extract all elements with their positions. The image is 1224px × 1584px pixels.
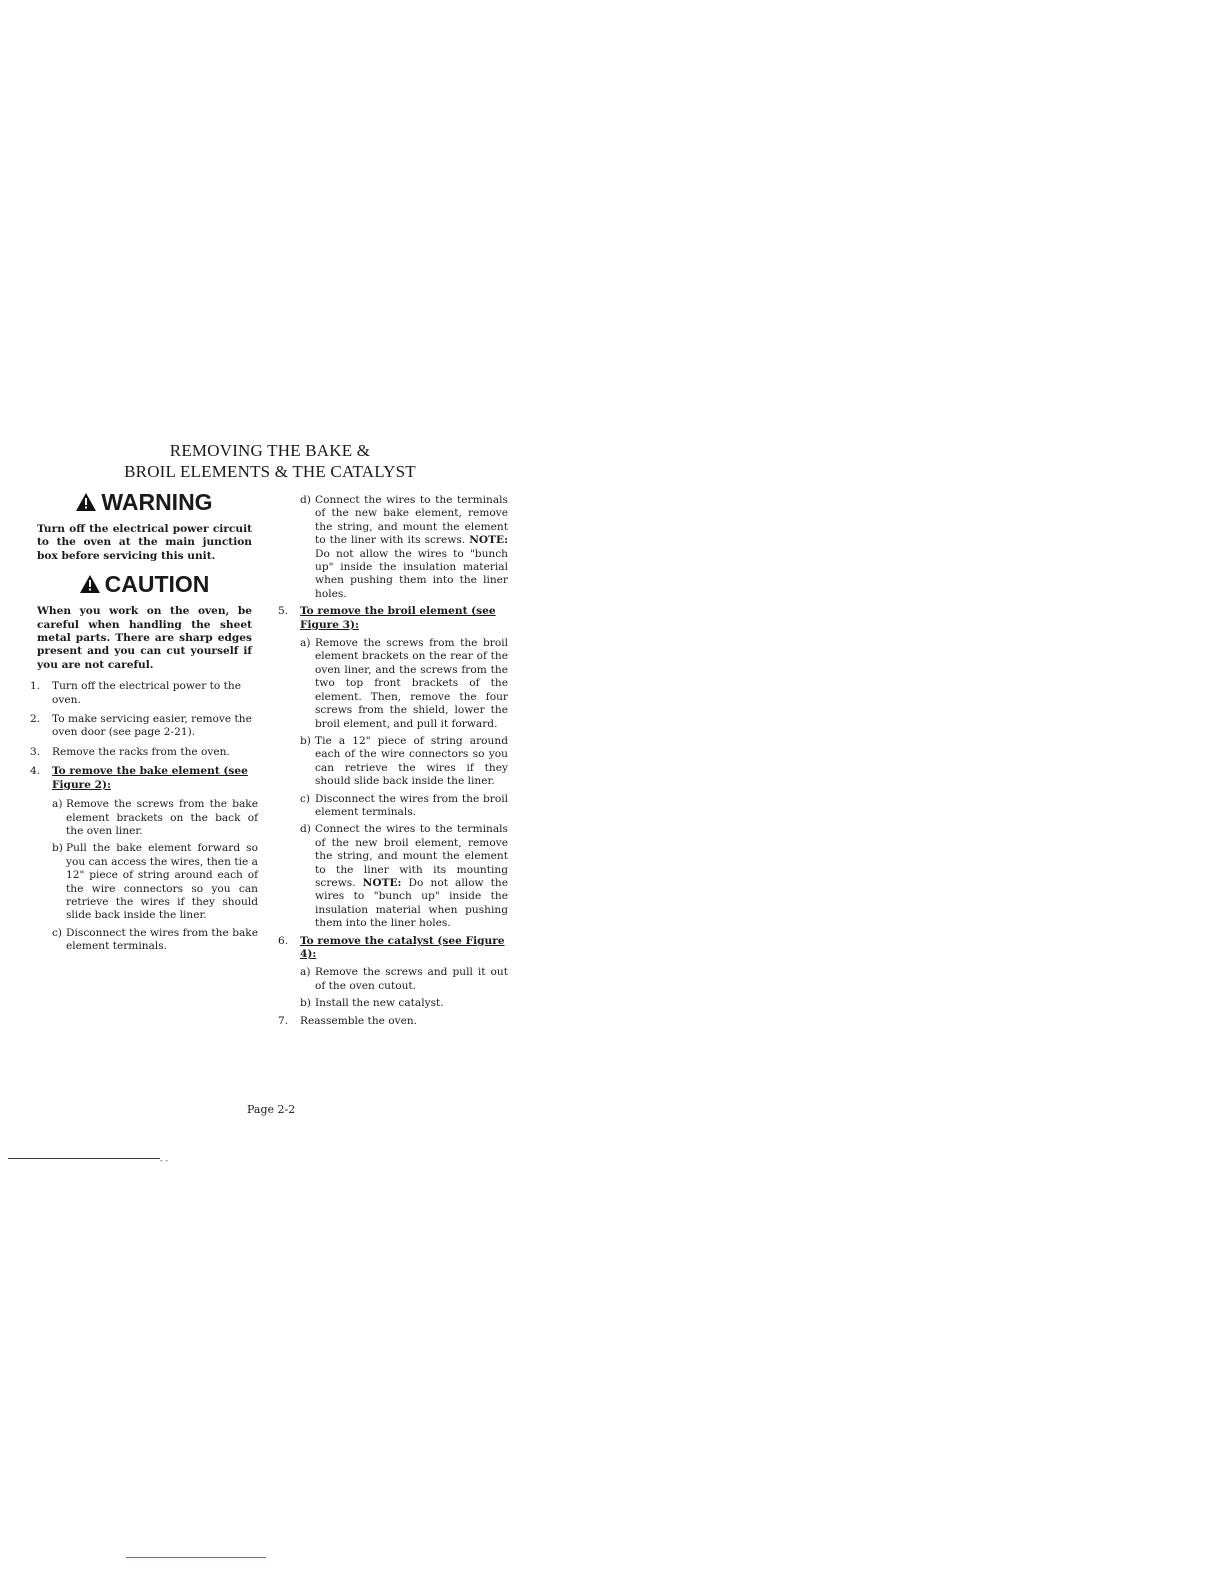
bottom-rule: [8, 1158, 160, 1159]
page-title: [100, 440, 440, 482]
warning-heading-text: WARNING: [101, 489, 213, 515]
substep-item: [30, 798, 258, 838]
substep-letter: b): [300, 734, 311, 747]
step-item: [278, 1015, 508, 1028]
note-label: NOTE:: [362, 876, 402, 889]
title-line-1: REMOVING THE BAKE &: [169, 441, 371, 460]
substep-letter: d): [300, 823, 311, 836]
right-column: [278, 494, 508, 1033]
step-item: [278, 935, 508, 962]
substep-text: Disconnect the wires from the broil element terminals.: [315, 792, 508, 818]
warning-triangle-icon: [75, 491, 97, 517]
substep-item: [278, 997, 508, 1010]
step-heading-bake: To remove the bake element (see Figure 2):: [52, 765, 248, 791]
substep-item: [278, 494, 508, 601]
substep-item: [30, 927, 258, 954]
step-heading-broil: To remove the broil element (see Figure 3):: [300, 605, 496, 631]
step-text: To make servicing easier, remove the oven door (see page 2-21).: [52, 713, 252, 739]
substep-text: Pull the bake element forward so you can access the wires, then tie a 12" piece of string around each of the wire connectors so you can retrieve the wires if they should slide back inside the liner.: [66, 842, 258, 922]
caution-heading: [30, 571, 258, 599]
substep-text: Remove the screws from the broil element brackets on the rear of the oven liner, and the screws from the two top front brackets of the element. Then, remove the four screws from the shield, lower the broil element, and pull it forward.: [315, 637, 508, 730]
substep-letter: c): [52, 926, 63, 939]
substep-letter: a): [300, 966, 311, 979]
substep-text-note: Do not allow the wires to "bunch up" inside the insulation material when pushing them into the liner holes.: [315, 876, 509, 930]
substep-letter: a): [300, 637, 311, 650]
substep-text: Install the new catalyst.: [315, 997, 444, 1010]
substep-text: Remove the screws and pull it out of the oven cutout.: [315, 966, 508, 992]
step-number: 4.: [30, 765, 41, 778]
substep-text: Connect the wires to the terminals of the new broil element, remove the string, and mount the element to the liner with its mounting screws.: [315, 823, 508, 889]
step-text: Reassemble the oven.: [300, 1014, 418, 1027]
step-item: [30, 680, 258, 707]
substep-text: Disconnect the wires from the bake element terminals.: [66, 926, 258, 953]
substep-text: Connect the wires to the terminals of the new bake element, remove the string, and mount the element to the liner with its screws.: [315, 494, 508, 547]
substep-item: [278, 735, 508, 789]
substep-letter: b): [300, 997, 311, 1010]
step-number: 2.: [30, 713, 41, 726]
page-number: Page 2-2: [247, 1103, 296, 1116]
caution-triangle-icon: [79, 573, 101, 599]
substep-text: Tie a 12" piece of string around each of the wire connectors so you can retrieve the wires if they should slide back inside the liner.: [315, 734, 508, 788]
step-item: [30, 746, 258, 759]
warning-heading: [30, 489, 258, 517]
step-item: [278, 605, 508, 632]
substep-letter: b): [52, 842, 63, 855]
substep-item: [278, 966, 508, 993]
substep-text: Remove the screws from the bake element brackets on the back of the oven liner.: [66, 798, 258, 837]
step-text: Remove the racks from the oven.: [52, 745, 230, 758]
step-number: 1.: [30, 680, 41, 693]
left-column: [30, 485, 258, 958]
step-text: Turn off the electrical power to the oven.: [52, 680, 241, 706]
step-number: 6.: [278, 934, 289, 947]
note-label: NOTE:: [469, 534, 508, 547]
link-underline: [126, 1557, 266, 1558]
title-line-2: BROIL ELEMENTS & THE CATALYST: [124, 462, 416, 481]
substep-item: [278, 793, 508, 820]
caution-heading-text: CAUTION: [104, 571, 210, 598]
substep-letter: d): [300, 494, 311, 506]
step-number: 7.: [278, 1014, 289, 1027]
step-heading-catalyst: To remove the catalyst (see Figure 4):: [300, 934, 505, 960]
caution-text: When you work on the oven, be careful when handling the sheet metal parts. There are sharp edges present and you can cut yourself if you are not careful.: [37, 605, 252, 671]
substep-letter: a): [52, 798, 63, 811]
step-number: 5.: [278, 605, 289, 618]
bottom-rule-dots: - -: [160, 1156, 168, 1165]
substep-item: [278, 823, 508, 930]
substep-text-note: Do not allow the wires to "bunch up" inside the insulation material when pushing them into the liner holes.: [315, 547, 508, 600]
substep-item: [30, 842, 258, 922]
substep-letter: c): [300, 792, 311, 805]
step-item: [30, 765, 258, 792]
substep-item: [278, 637, 508, 731]
step-number: 3.: [30, 745, 41, 758]
warning-text: Turn off the electrical power circuit to the oven at the main junction box before servicing this unit.: [37, 523, 252, 562]
step-item: [30, 713, 258, 740]
